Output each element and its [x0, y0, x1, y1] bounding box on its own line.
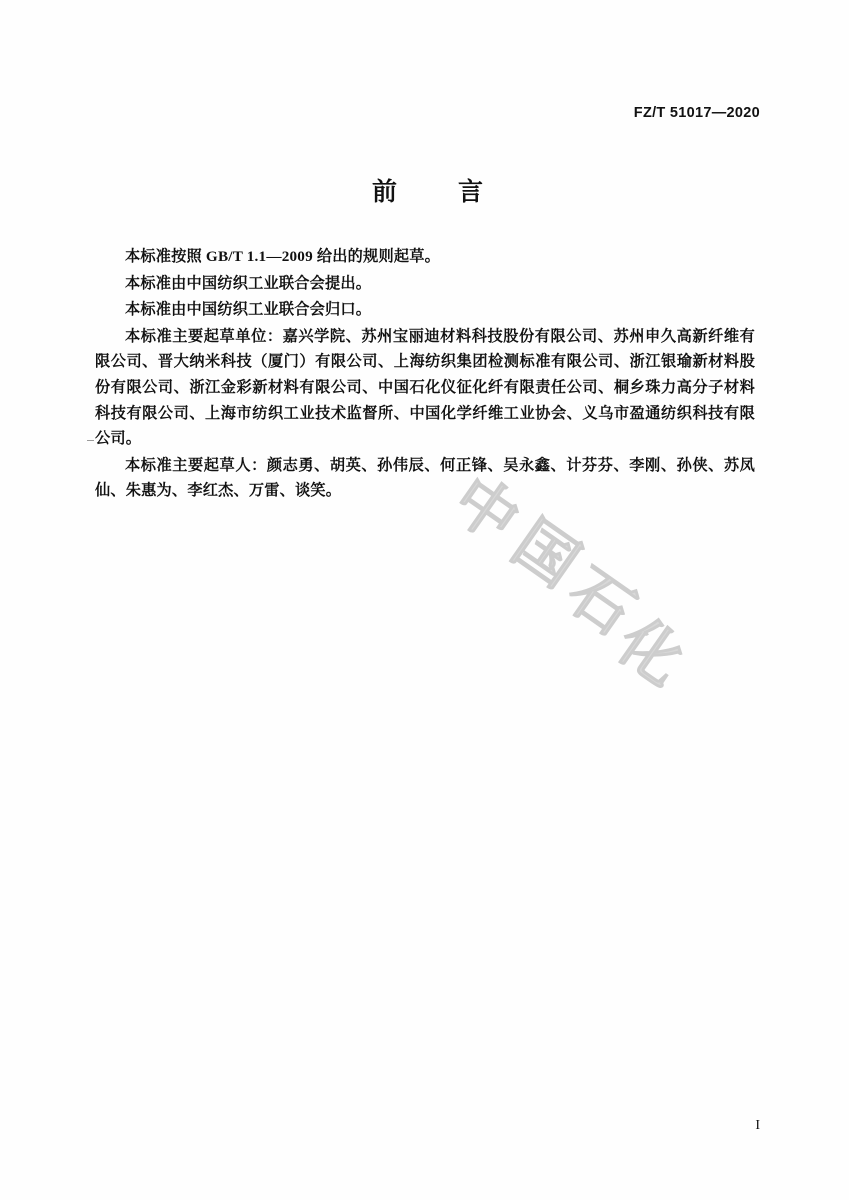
- foreword-paragraph: 本标准由中国纺织工业联合会提出。: [125, 274, 372, 292]
- foreword-body: [95, 244, 755, 505]
- foreword-paragraph: 本标准按照 GB/T 1.1—2009 给出的规则起草。: [125, 248, 440, 265]
- foreword-paragraph: 本标准主要起草单位：嘉兴学院、苏州宝丽迪材料科技股份有限公司、苏州申久高新纤维有限公司、晋大纳米科技（厦门）有限公司、上海纺织集团检测标准有限公司、浙江银瑜新材料股份有限公司、浙江金彩新材料有限公司、中国石化仪征化纤有限责任公司、桐乡珠力高分子材料科技有限公司、上海市纺织工业技术监督所、中国化学纤维工业协会、义乌市盈通纺织科技有限公司。: [95, 327, 755, 448]
- page-header-standard-number: FZ/T 51017—2020: [633, 105, 760, 121]
- watermark-char: 国: [500, 509, 591, 601]
- page-content-area: [95, 0, 760, 1200]
- page-margin-tick: [87, 440, 94, 441]
- watermark-char: 化: [605, 607, 696, 699]
- page-title: 前 言: [371, 179, 501, 206]
- watermark-char: 石: [555, 557, 646, 649]
- watermark-char: 中: [440, 465, 531, 557]
- foreword-paragraph: 本标准主要起草人：颜志勇、胡英、孙伟辰、何正锋、吴永鑫、计芬芬、李刚、孙侠、苏凤仙、朱惠为、李红杰、万雷、谈笑。: [95, 456, 755, 500]
- foreword-paragraph: 本标准由中国纺织工业联合会归口。: [125, 301, 372, 319]
- page-number: I: [755, 1118, 760, 1133]
